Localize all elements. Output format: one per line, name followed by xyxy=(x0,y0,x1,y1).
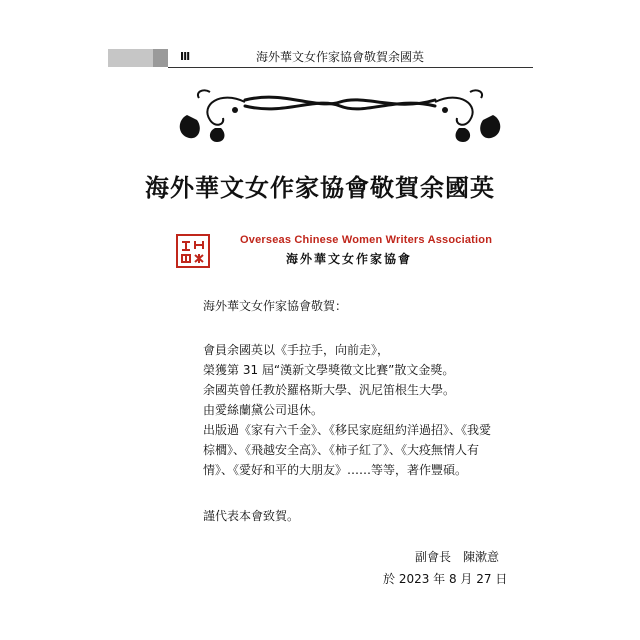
body-line: 情》、《愛好和平的大朋友》……等等，著作豐碩。 xyxy=(203,463,468,477)
body-line: 棕櫚》、《飛越安全高》、《柿子紅了》、《大疫無情人有 xyxy=(203,443,480,457)
closing-line: 謹代表本會致賀。 xyxy=(203,509,300,523)
body-line: 由愛絲蘭黛公司退休。 xyxy=(203,403,324,417)
body-line: 余國英曾任教於羅格斯大學、汎尼笛根生大學。 xyxy=(203,383,456,397)
body-line: 榮獲第 31 屆“漢新文學獎徵文比賽”散文金獎。 xyxy=(203,363,455,377)
signature-name: 副會長 陳漱意 xyxy=(415,550,500,564)
document-title: 海外華文女作家協會敬賀余國英 xyxy=(145,173,495,202)
body-line: 出版過《家有六千金》、《移民家庭紐約洋過招》、《我愛 xyxy=(203,423,492,437)
association-name-en: Overseas Chinese Women Writers Association xyxy=(240,234,493,246)
header-rule xyxy=(168,67,533,68)
association-name-zh: 海外華文女作家協會 xyxy=(286,252,413,266)
header-decor-bar-dark xyxy=(153,49,168,67)
body-line: 會員余國英以《手拉手，向前走》， xyxy=(203,343,390,357)
association-seal-icon xyxy=(176,234,210,268)
signature-date: 於 2023 年 8 月 27 日 xyxy=(383,572,508,586)
ornament-flourish xyxy=(175,80,505,145)
running-head: 海外華文女作家協會敬賀余國英 xyxy=(255,50,424,64)
body-paragraph xyxy=(203,340,508,480)
page-number: III xyxy=(180,50,190,63)
salutation: 海外華文女作家協會敬賀： xyxy=(203,299,348,313)
